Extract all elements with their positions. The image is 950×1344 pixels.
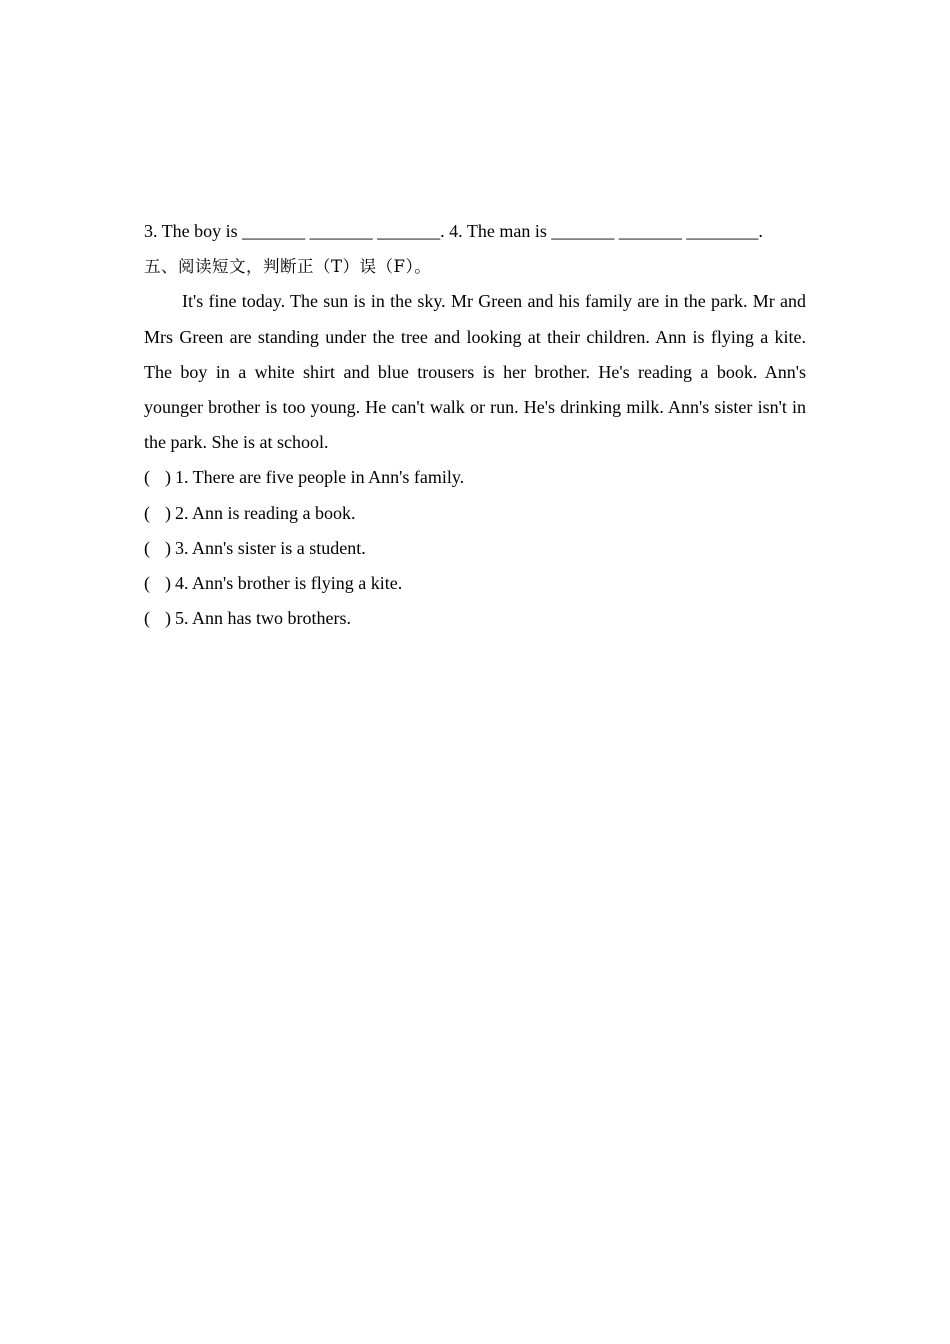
- question-item: [144, 460, 806, 495]
- open-paren: (: [144, 573, 150, 594]
- question-text: 1. There are five people in Ann's family.: [175, 467, 465, 488]
- question-text: 5. Ann has two brothers.: [175, 608, 351, 629]
- question-text: 4. Ann's brother is flying a kite.: [175, 573, 403, 594]
- close-paren: ): [165, 467, 171, 488]
- question-text: 3. Ann's sister is a student.: [175, 537, 366, 558]
- reading-passage: It's fine today. The sun is in the sky. Mr Green and his family are in the park. Mr and Mrs Green are standing under the tree and looking at their children. Ann is flying a kite. The boy in a white shirt and blue trousers is her brother. He's reading a book. Ann's younger brother is too young. He can't walk or run. He's drinking milk. Ann's sister isn't in the park. She is at school.: [144, 291, 806, 453]
- close-paren: ): [165, 502, 171, 523]
- answer-blank[interactable]: [144, 496, 175, 531]
- question-text: 2. Ann is reading a book.: [175, 502, 356, 523]
- answer-blank[interactable]: [144, 566, 175, 601]
- answer-blank[interactable]: [144, 531, 175, 566]
- close-paren: ): [165, 608, 171, 629]
- answer-blank[interactable]: [144, 601, 175, 636]
- open-paren: (: [144, 608, 150, 629]
- document-page: [144, 214, 806, 636]
- close-paren: ): [165, 573, 171, 594]
- section-heading: 五、阅读短文，判断正（T）误（F）。: [144, 257, 432, 277]
- close-paren: ): [165, 537, 171, 558]
- question-item: [144, 601, 806, 636]
- fill-blank-line: 3. The boy is _______ _______ _______. 4. The man is _______ _______ ________.: [144, 221, 763, 241]
- question-item: [144, 566, 806, 601]
- answer-blank[interactable]: [144, 460, 175, 495]
- question-item: [144, 496, 806, 531]
- open-paren: (: [144, 537, 150, 558]
- open-paren: (: [144, 467, 150, 488]
- question-item: [144, 531, 806, 566]
- open-paren: (: [144, 502, 150, 523]
